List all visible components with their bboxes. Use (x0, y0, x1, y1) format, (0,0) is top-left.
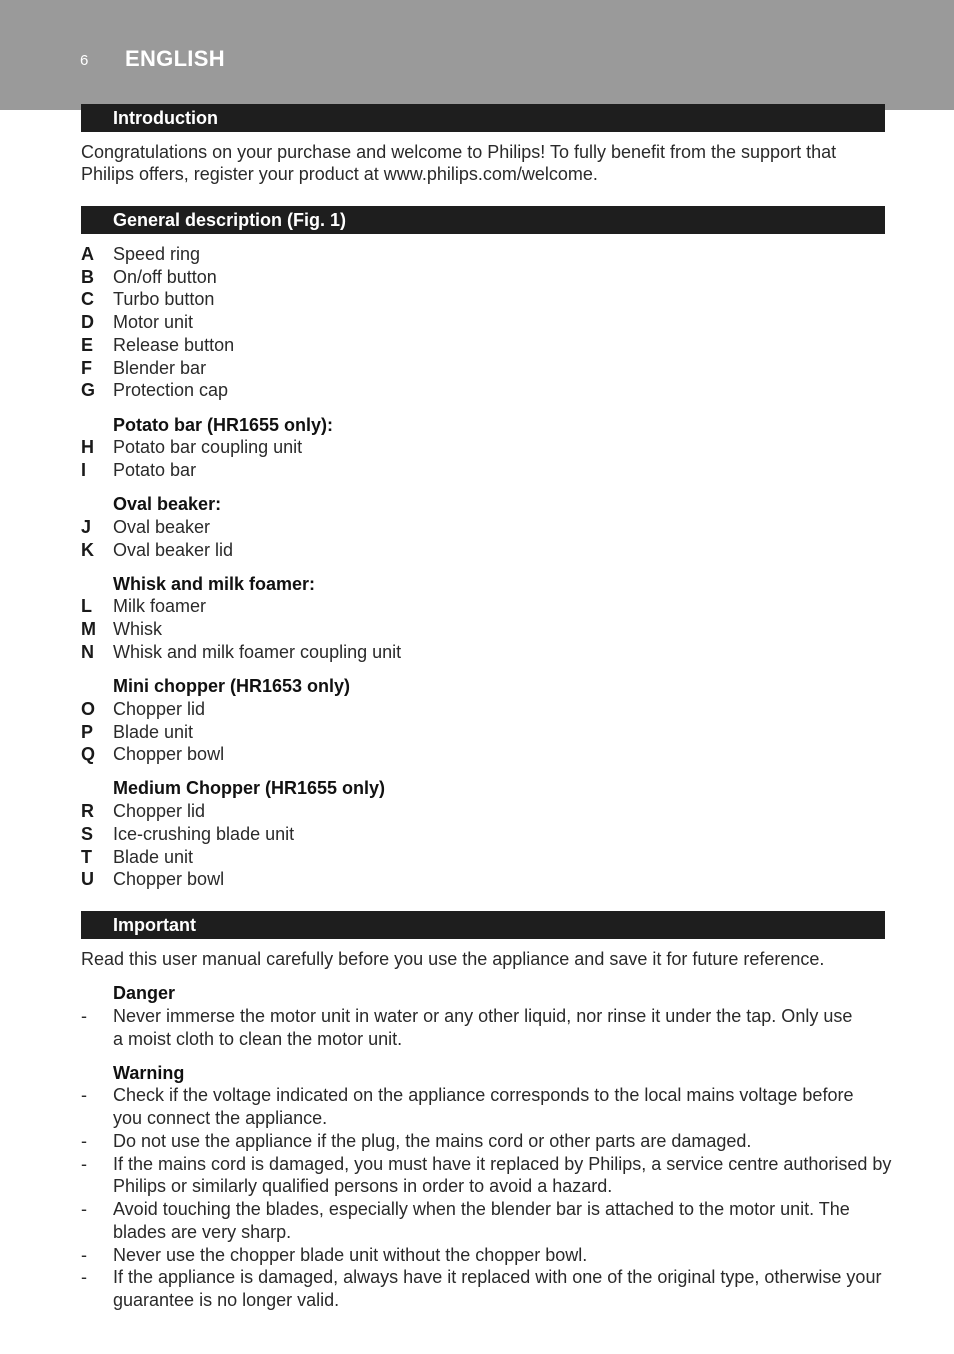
warning-line-1: Check if the voltage indicated on the appliance corresponds to the local mains voltage before (113, 1085, 854, 1105)
item-label: Chopper bowl (113, 744, 225, 764)
bullet-dash: - (81, 1245, 87, 1265)
section-introduction: Introduction (81, 104, 885, 132)
warning-line-3: Do not use the appliance if the plug, the mains cord or other parts are damaged. (113, 1131, 752, 1151)
item-letter: U (81, 869, 94, 889)
important-intro: Read this user manual carefully before you use the appliance and save it for future reference. (81, 949, 825, 969)
item-letter: Q (81, 744, 96, 764)
item-letter: A (81, 244, 94, 264)
bullet-dash: - (81, 1131, 87, 1151)
item-label: Chopper lid (113, 801, 206, 821)
item-letter: F (81, 358, 92, 378)
bullet-dash: - (81, 1006, 87, 1026)
warning-line-7: blades are very sharp. (113, 1222, 292, 1242)
page-number: 6 (80, 52, 89, 69)
item-label: Turbo button (113, 289, 215, 309)
item-letter: D (81, 312, 94, 332)
item-letter: H (81, 437, 94, 457)
item-letter: N (81, 642, 94, 662)
item-label: Whisk (113, 619, 162, 639)
warning-line-10: guarantee is no longer valid. (113, 1290, 340, 1310)
item-label: Potato bar (113, 460, 197, 480)
warning-line-2: you connect the appliance. (113, 1108, 328, 1128)
item-label: Oval beaker lid (113, 540, 234, 560)
danger-line-2: a moist cloth to clean the motor unit. (113, 1029, 403, 1049)
item-letter: R (81, 801, 94, 821)
item-label: Release button (113, 335, 235, 355)
warning-line-4: If the mains cord is damaged, you must have it replaced by Philips, a service centre authorised by (113, 1154, 892, 1174)
item-letter: C (81, 289, 94, 309)
bullet-dash: - (81, 1267, 87, 1287)
item-label: Speed ring (113, 244, 201, 264)
subheading-mini-chopper: Mini chopper (HR1653 only) (113, 676, 351, 696)
intro-line-2: Philips offers, register your product at www.philips.com/welcome. (81, 164, 598, 184)
intro-line-1: Congratulations on your purchase and welcome to Philips! To fully benefit from the support that (81, 142, 837, 162)
warning-line-6: Avoid touching the blades, especially when the blender bar is attached to the motor unit. The (113, 1199, 850, 1219)
item-letter: O (81, 699, 96, 719)
item-label: Oval beaker (113, 517, 211, 537)
item-label: Ice-crushing blade unit (113, 824, 295, 844)
item-label: Protection cap (113, 380, 229, 400)
item-letter: P (81, 722, 94, 742)
warning-line-9: If the appliance is damaged, always have it replaced with one of the original type, otherwise your (113, 1267, 882, 1287)
bullet-dash: - (81, 1154, 87, 1174)
subheading-oval-beaker: Oval beaker: (113, 494, 222, 514)
warning-line-5: Philips or similarly qualified persons in order to avoid a hazard. (113, 1176, 613, 1196)
item-letter: B (81, 267, 94, 287)
item-label: Blade unit (113, 722, 194, 742)
section-general-description: General description (Fig. 1) (81, 206, 885, 234)
bullet-dash: - (81, 1199, 87, 1219)
item-letter: G (81, 380, 96, 400)
bullet-dash: - (81, 1085, 87, 1105)
item-label: Potato bar coupling unit (113, 437, 303, 457)
item-letter: S (81, 824, 94, 844)
item-label: Motor unit (113, 312, 194, 332)
item-label: Chopper bowl (113, 869, 225, 889)
danger-line-1: Never immerse the motor unit in water or any other liquid, nor rinse it under the tap. Only use (113, 1006, 853, 1026)
item-label: Blade unit (113, 847, 194, 867)
subheading-danger: Danger (113, 983, 176, 1003)
item-label: Milk foamer (113, 596, 207, 616)
section-important: Important (81, 911, 885, 939)
language-title: ENGLISH (125, 46, 225, 71)
item-label: Blender bar (113, 358, 207, 378)
item-letter: M (81, 619, 96, 639)
subheading-warning: Warning (113, 1063, 185, 1083)
item-letter: L (81, 596, 92, 616)
item-letter: K (81, 540, 94, 560)
subheading-whisk-milk-foamer: Whisk and milk foamer: (113, 574, 316, 594)
item-letter: E (81, 335, 94, 355)
subheading-potato-bar: Potato bar (HR1655 only): (113, 415, 334, 435)
item-letter: J (81, 517, 92, 537)
warning-line-8: Never use the chopper blade unit without the chopper bowl. (113, 1245, 588, 1265)
item-label: Chopper lid (113, 699, 206, 719)
item-label: On/off button (113, 267, 217, 287)
subheading-medium-chopper: Medium Chopper (HR1655 only) (113, 778, 386, 798)
item-letter: I (81, 460, 87, 480)
item-letter: T (81, 847, 92, 867)
item-label: Whisk and milk foamer coupling unit (113, 642, 402, 662)
